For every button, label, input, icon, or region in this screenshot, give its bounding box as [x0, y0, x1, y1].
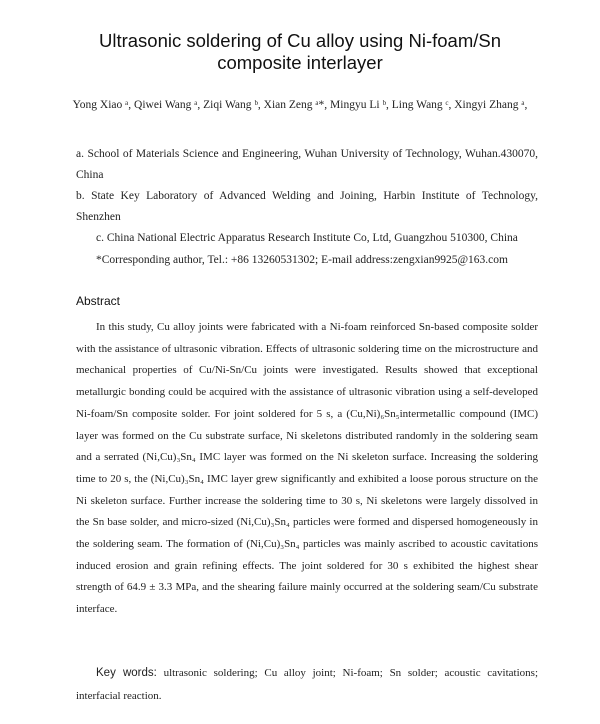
affiliation-a-text: a. School of Materials Science and Engineering, Wuhan University of Technology, Wuhan.430070, China	[76, 148, 538, 181]
abstract-body: In this study, Cu alloy joints were fabricated with a Ni-foam reinforced Sn-based composite solder with the assistance of ultrasonic vibration. Effects of ultrasonic soldering time on the microstructure and mechanical properties of Cu/Ni-Sn/Cu joints were investigated. Results showed that exceptional metallurgic bonding could be acquired with the assistance of ultrasonic vibration using a self-developed Ni-foam/Sn composite solder. For joint soldered for 5 s, a (Cu,Ni)₆Sn₅intermetallic compound (IMC) layer was formed on the Cu substrate surface, Ni skeletons distributed randomly in the soldering seam and a serrated (Ni,Cu)₃Sn₄ IMC layer was formed on the Ni skeleton surface. Increasing the soldering time to 20 s, the (Ni,Cu)₃Sn₄ IMC layer grew significantly and exhibited a loose porous structure on the Ni skeleton surface. Further increase the soldering time to 30 s, Ni skeletons were largely dissolved in the Sn base solder, and micro-sized (Ni,Cu)₃Sn₄ particles were formed and dispersed homogeneously in the soldering seam. The formation of (Ni,Cu)₃Sn₄ particles was mainly ascribed to acoustic cavitations induced erosion and grain refining effects. The joint soldered for 30 s exhibited the highest shear strength of 64.9 ± 3.3 MPa, and the shearing failure mainly occurred at the soldering seam/Cu substrate interface.	[76, 321, 538, 616]
keywords	[76, 662, 538, 708]
affiliation-b-text: b. State Key Laboratory of Advanced Welding and Joining, Harbin Institute of Technology, Shenzhen	[76, 190, 538, 223]
affiliation-c	[96, 228, 556, 249]
corresponding-author	[96, 250, 556, 271]
keywords-text: ultrasonic soldering; Cu alloy joint; Ni-foam; Sn solder; acoustic cavitations; interfacial reaction.	[76, 667, 538, 702]
keywords-label: Key words:	[96, 667, 157, 679]
corresponding-author-text: *Corresponding author, Tel.: +86 13260531302; E-mail address:zengxian9925@163.com	[96, 254, 508, 266]
affiliation-a	[76, 144, 538, 186]
paper-title: Ultrasonic soldering of Cu alloy using Ni-foam/Sn composite interlayer	[98, 30, 502, 73]
affiliation-b	[76, 186, 538, 228]
abstract-heading: Abstract	[76, 294, 121, 308]
affiliation-c-text: c. China National Electric Apparatus Research Institute Co, Ltd, Guangzhou 510300, China	[96, 232, 518, 244]
author-list: Yong Xiao ᵃ, Qiwei Wang ᵃ, Ziqi Wang ᵇ, Xian Zeng ᵃ*, Mingyu Li ᵇ, Ling Wang ᶜ, Xingyi Zhang ᵃ,	[72, 99, 528, 111]
